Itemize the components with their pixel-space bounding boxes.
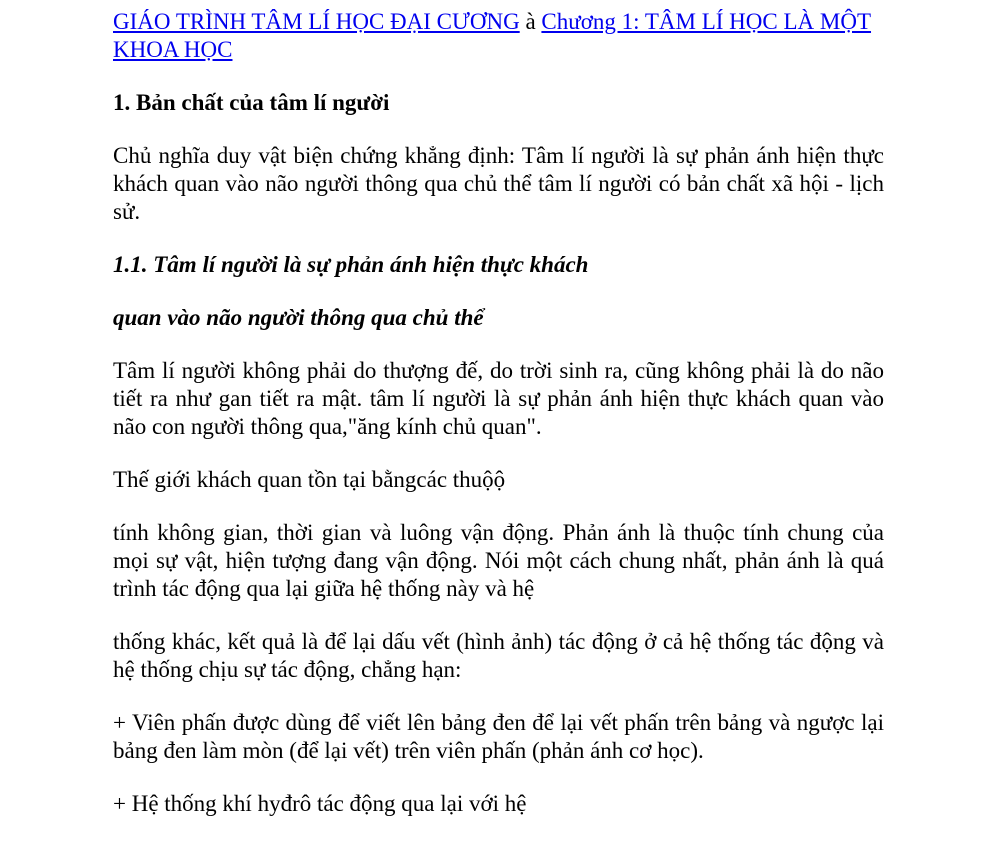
paragraph-4: tính không gian, thời gian và luông vận động. Phản ánh là thuộc tính chung của mọi sự vật, hiện tượng đang vận động. Nói một cách chung nhất, phản ánh là quá trình tác động qua lại giữa hệ thống này và hệ — [113, 520, 884, 601]
paragraph-5: thống khác, kết quả là để lại dấu vết (hình ảnh) tác động ở cả hệ thống tác động và hệ thống chịu sự tác động, chẳng hạn: — [113, 629, 884, 682]
breadcrumb — [113, 8, 884, 64]
subsection-heading-line-2: quan vào não người thông qua chủ thể — [113, 305, 484, 330]
paragraph-3: Thế giới khách quan tồn tại bằngcác thuộộ — [113, 467, 506, 492]
paragraph-2: Tâm lí người không phải do thượng đế, do trời sinh ra, cũng không phải là do não tiết ra như gan tiết ra mật. tâm lí người là sự phản ánh hiện thực khách quan vào não con người thông qua,"ăng kính chủ quan". — [113, 358, 884, 439]
section-heading-1: 1. Bản chất của tâm lí người — [113, 90, 390, 115]
book-title-link[interactable]: GIÁO TRÌNH TÂM LÍ HỌC ĐẠI CƯƠNG — [113, 9, 520, 34]
paragraph-6: + Viên phấn được dùng để viết lên bảng đen để lại vết phấn trên bảng và ngược lại bảng đen làm mòn (để lại vết) trên viên phấn (phản ánh cơ học). — [113, 710, 884, 763]
paragraph-1: Chủ nghĩa duy vật biện chứng khẳng định: Tâm lí người là sự phản ánh hiện thực khách quan vào não người thông qua chủ thể tâm lí người có bản chất xã hội - lịch sử. — [113, 143, 884, 224]
subsection-heading-line-1: 1.1. Tâm lí người là sự phản ánh hiện thực khách — [113, 252, 589, 277]
breadcrumb-separator: à — [519, 9, 542, 34]
chapter-title-link[interactable]: Chương 1: TÂM LÍ HỌC LÀ MỘT KHOA HỌC — [113, 9, 872, 62]
document-page — [113, 8, 884, 843]
paragraph-7: + Hệ thống khí hyđrô tác động qua lại với hệ — [113, 791, 527, 816]
